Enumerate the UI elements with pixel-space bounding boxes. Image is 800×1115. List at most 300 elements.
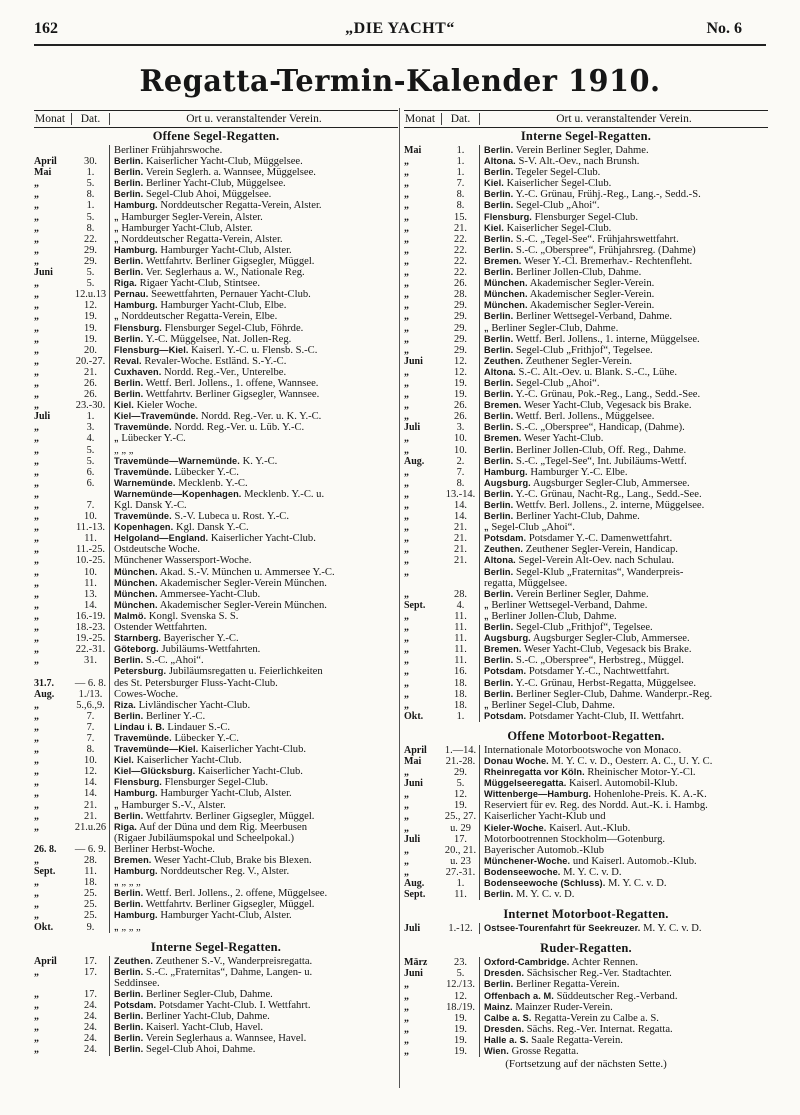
event-place: Augsburg. bbox=[484, 633, 531, 644]
event-row bbox=[404, 689, 768, 700]
event-place: Müggelseeregatta. bbox=[484, 778, 567, 789]
event-row bbox=[34, 400, 398, 411]
event-club: M. Y. C. v. D. bbox=[608, 878, 667, 889]
section-heading: Ruder-Regatten. bbox=[540, 941, 632, 956]
event-club: Flensburger Segel-Club, Föhrde. bbox=[164, 322, 304, 334]
event-date: 21.-28. bbox=[442, 756, 480, 767]
event-date: 29. bbox=[442, 334, 480, 345]
event-date: 22. bbox=[72, 234, 110, 245]
page-number: 162 bbox=[34, 20, 58, 37]
event-row bbox=[34, 700, 398, 711]
event-month: Okt. bbox=[34, 921, 54, 933]
event-month: „ bbox=[404, 855, 409, 867]
event-place: Dresden. bbox=[484, 1023, 525, 1034]
event-place: Bodenseewoche (Schluss). bbox=[484, 878, 606, 888]
event-date: 10. bbox=[72, 755, 110, 766]
event-club: „ „ „ bbox=[121, 921, 141, 933]
event-club: Norddeutscher Regatta-Verein, Alster. bbox=[160, 200, 322, 212]
event-month: Aug. bbox=[34, 688, 55, 700]
event-detail bbox=[110, 910, 398, 921]
event-detail bbox=[480, 745, 768, 756]
event-date: 14. bbox=[442, 511, 480, 522]
event-month: „ bbox=[404, 666, 409, 678]
event-month: Juni bbox=[404, 968, 423, 980]
event-date bbox=[442, 578, 480, 589]
event-month: „ bbox=[404, 1046, 409, 1058]
event-detail bbox=[480, 289, 768, 300]
event-row bbox=[404, 334, 768, 345]
event-detail bbox=[110, 967, 398, 978]
event-club: Ver. Seglerhaus a. W., Nationale Reg. bbox=[145, 267, 305, 279]
event-place: Travemünde. bbox=[114, 511, 172, 522]
event-row bbox=[34, 1011, 398, 1022]
event-date: 10. bbox=[442, 433, 480, 444]
event-date: 25., 27. bbox=[442, 811, 480, 822]
event-club: Wettfahrtv. Berliner Gigsegler, Müggel. bbox=[145, 899, 315, 911]
event-month: „ bbox=[404, 488, 409, 500]
event-detail bbox=[110, 367, 398, 378]
event-date: 22.-31. bbox=[72, 644, 110, 655]
event-club: Hamburger S.-V., Alster. bbox=[121, 799, 226, 811]
event-club: S.-C. Alt.-Oev. u. Blank. S.-C., Lühe. bbox=[518, 366, 678, 378]
event-club: M. Y. C. v. D., Oesterr. A. C., U. Y. C. bbox=[551, 755, 713, 767]
event-date: 16. bbox=[442, 666, 480, 677]
event-row bbox=[404, 834, 768, 845]
event-place: Berlin. bbox=[114, 899, 144, 910]
event-place: Berlin. bbox=[114, 333, 144, 344]
event-club: Wettf. Berl. Jollens., 1. offene, Wannsee. bbox=[145, 377, 319, 389]
event-club: Nordd. Reg.-Ver. u. Lüb. Y.-C. bbox=[174, 422, 305, 434]
event-row bbox=[34, 722, 398, 733]
event-row bbox=[404, 156, 768, 167]
event-club: Berliner Y.-C. bbox=[145, 710, 206, 722]
event-date: 12. bbox=[442, 789, 480, 800]
event-detail bbox=[110, 877, 398, 888]
event-month: „ bbox=[404, 677, 409, 689]
event-date: 11. bbox=[442, 655, 480, 666]
event-date: 23. bbox=[442, 957, 480, 968]
event-month: „ bbox=[404, 389, 409, 401]
event-detail bbox=[110, 489, 398, 500]
event-place: Bremen. bbox=[484, 644, 522, 655]
event-date: 6. bbox=[72, 467, 110, 478]
event-date: 9. bbox=[72, 922, 110, 933]
event-detail bbox=[110, 733, 398, 744]
event-date: 11. bbox=[442, 622, 480, 633]
event-detail bbox=[110, 533, 398, 544]
event-club: Seddinsee. bbox=[114, 977, 160, 989]
event-detail bbox=[480, 1002, 768, 1013]
event-date: 23.-30. bbox=[72, 400, 110, 411]
event-month: „ bbox=[404, 156, 409, 168]
event-date: 14. bbox=[442, 500, 480, 511]
event-club: Zeuthener Segler-Verein. bbox=[525, 355, 633, 367]
event-place: Kiel. bbox=[484, 222, 504, 233]
event-place: Berlin. bbox=[484, 500, 514, 510]
event-date: 25. bbox=[72, 888, 110, 899]
event-place: „ bbox=[114, 921, 119, 932]
event-row bbox=[34, 611, 398, 622]
event-club: Jubiläumsregatten u. Feierlichkeiten bbox=[168, 666, 323, 678]
event-detail bbox=[480, 478, 768, 489]
event-month: Aug. bbox=[404, 455, 425, 467]
event-place: Halle a. S. bbox=[484, 1034, 529, 1045]
event-row bbox=[404, 678, 768, 689]
event-club: Weser Yacht-Club. bbox=[523, 433, 604, 445]
event-month: „ bbox=[34, 633, 39, 645]
event-row bbox=[404, 245, 768, 256]
event-row bbox=[404, 1035, 768, 1046]
event-club: Lindauer S.-C. bbox=[167, 721, 231, 733]
event-date: 17. bbox=[72, 956, 110, 967]
event-row bbox=[34, 378, 398, 389]
event-month: „ bbox=[34, 910, 39, 922]
right-column bbox=[404, 110, 768, 1110]
event-place: München. bbox=[484, 278, 528, 289]
event-month: „ bbox=[404, 433, 409, 445]
event-month: „ bbox=[34, 622, 39, 634]
event-row bbox=[34, 678, 398, 689]
event-month: „ bbox=[404, 544, 409, 556]
event-place: Berlin. bbox=[484, 244, 514, 255]
event-detail bbox=[480, 400, 768, 411]
event-club: Ostender Wettfahrten. bbox=[114, 622, 208, 634]
event-row bbox=[34, 356, 398, 367]
event-date: 24. bbox=[72, 1033, 110, 1044]
event-date: 27.-31. bbox=[442, 867, 480, 878]
event-detail bbox=[110, 389, 398, 400]
event-place: Dresden. bbox=[484, 968, 525, 979]
event-place: „ bbox=[484, 699, 489, 710]
event-detail bbox=[110, 1022, 398, 1033]
event-row bbox=[34, 844, 398, 855]
event-row bbox=[404, 578, 768, 589]
event-club: Weser Yacht-Club, Vegesack bis Brake. bbox=[523, 644, 692, 656]
event-place: Berlin. bbox=[114, 377, 144, 388]
event-detail bbox=[110, 788, 398, 799]
event-detail bbox=[480, 500, 768, 511]
event-club: Wettf. Berl. Jollens., 2. offene, Müggelsee. bbox=[145, 888, 328, 900]
event-date: 12. bbox=[442, 367, 480, 378]
event-detail bbox=[480, 600, 768, 611]
event-date: 10. bbox=[72, 511, 110, 522]
event-date: 20.-27. bbox=[72, 356, 110, 367]
event-row bbox=[34, 989, 398, 1000]
event-month: „ bbox=[404, 588, 409, 600]
event-detail bbox=[480, 611, 768, 622]
event-row bbox=[34, 733, 398, 744]
event-detail bbox=[110, 800, 398, 811]
event-detail bbox=[110, 978, 398, 989]
event-detail bbox=[110, 422, 398, 433]
event-place: Flensburg. bbox=[114, 322, 162, 333]
event-club: Berliner Yacht-Club, Müggelsee. bbox=[145, 178, 286, 190]
event-month: Juli bbox=[404, 422, 421, 434]
event-row bbox=[404, 1002, 768, 1013]
event-month: „ bbox=[34, 888, 39, 900]
event-place: Kiel—Glücksburg. bbox=[114, 766, 196, 777]
event-club: Berliner Segler-Club, Dahme. bbox=[145, 988, 273, 1000]
event-month bbox=[34, 145, 72, 156]
event-detail bbox=[110, 888, 398, 899]
event-row bbox=[34, 1044, 398, 1055]
event-date: 20. bbox=[72, 345, 110, 356]
event-row bbox=[404, 411, 768, 422]
event-club: (Rigaer Jubiläumspokal und Scheelpokal.) bbox=[114, 832, 295, 844]
event-month: „ bbox=[34, 400, 39, 412]
event-month: „ bbox=[404, 566, 409, 578]
event-date: 1.—14. bbox=[442, 745, 480, 756]
event-club: Wettfahrtv. Berliner Gigsegler, Müggel. bbox=[145, 810, 315, 822]
event-club: S.-C. „Oberspree“, Frühjahrsreg. (Dahme) bbox=[515, 244, 696, 256]
event-date: 25. bbox=[72, 910, 110, 921]
event-detail bbox=[110, 666, 398, 677]
event-club: Akademischer Segler-Verein. bbox=[529, 278, 655, 290]
event-row bbox=[34, 500, 398, 511]
event-row bbox=[404, 655, 768, 666]
event-club: Motorbootrennen Stockholm—Gotenburg. bbox=[484, 833, 666, 845]
event-date: 7. bbox=[72, 722, 110, 733]
event-date: 18. bbox=[442, 678, 480, 689]
event-place: Hamburg. bbox=[114, 200, 158, 211]
event-detail bbox=[480, 923, 768, 934]
event-club: Potsdamer Y.-C. Damenwettfahrt. bbox=[528, 533, 673, 545]
section-heading: Interne Segel-Regatten. bbox=[150, 939, 282, 954]
event-place: „ bbox=[114, 233, 119, 244]
event-detail bbox=[110, 478, 398, 489]
event-month: „ bbox=[404, 522, 409, 534]
event-detail bbox=[480, 511, 768, 522]
event-month: „ bbox=[404, 333, 409, 345]
event-club: Berliner Jollen-Club, Dahme. bbox=[491, 610, 617, 622]
event-row bbox=[404, 489, 768, 500]
event-place: Berlin. bbox=[484, 688, 514, 699]
event-club: Berliner Frühjahrswoche. bbox=[114, 145, 223, 156]
event-month: „ bbox=[34, 333, 39, 345]
event-detail bbox=[480, 1013, 768, 1024]
event-date: 5. bbox=[72, 212, 110, 223]
event-row bbox=[34, 755, 398, 766]
event-club: Flensburger Segel-Club. bbox=[534, 211, 639, 223]
event-date: 1.-12. bbox=[442, 923, 480, 934]
event-month: „ bbox=[404, 244, 409, 256]
event-club: Kaiserlicher Segel-Club. bbox=[506, 178, 612, 190]
event-detail bbox=[480, 567, 768, 578]
event-club: Y.-C. Grünau, Nacht-Rg., Lang., Sedd.-See. bbox=[515, 488, 702, 500]
event-club: Achter Rennen. bbox=[571, 957, 638, 969]
event-club: Potsdamer Yacht-Club, II. Wettfahrt. bbox=[528, 710, 684, 722]
event-detail bbox=[480, 456, 768, 467]
event-row bbox=[404, 867, 768, 878]
event-place: Berlin. bbox=[114, 710, 144, 721]
event-row bbox=[34, 311, 398, 322]
event-row bbox=[404, 478, 768, 489]
event-date: 17. bbox=[442, 834, 480, 845]
event-month: „ bbox=[404, 555, 409, 567]
event-place: Kiel. bbox=[484, 178, 504, 189]
event-detail bbox=[480, 767, 768, 778]
event-club: Bayerischer Automob.-Klub bbox=[484, 844, 605, 856]
event-place: Malmö. bbox=[114, 610, 147, 621]
event-club: Zeuthener S.-V., Wanderpreisregatta. bbox=[155, 955, 313, 967]
event-detail bbox=[110, 899, 398, 910]
event-row bbox=[404, 212, 768, 223]
event-month: Juli bbox=[34, 411, 51, 423]
event-month: „ bbox=[404, 344, 409, 356]
event-detail bbox=[110, 811, 398, 822]
event-row bbox=[404, 589, 768, 600]
event-row bbox=[34, 888, 398, 899]
event-row bbox=[404, 145, 768, 156]
event-club: Zeuthener Segler-Verein, Handicap. bbox=[525, 544, 678, 556]
event-row bbox=[404, 968, 768, 979]
event-row bbox=[404, 300, 768, 311]
event-detail bbox=[110, 178, 398, 189]
event-club: Jubiläums-Wettfahrten. bbox=[161, 644, 261, 656]
event-row bbox=[34, 223, 398, 234]
event-club: Cowes-Woche. bbox=[114, 688, 179, 700]
event-club: Segel-Klub „Fraternitas“, Wanderpreis- bbox=[515, 566, 684, 578]
event-date: 5. bbox=[72, 278, 110, 289]
event-club: Norddeutscher Reg. V., Alster. bbox=[160, 866, 290, 878]
event-date bbox=[72, 145, 110, 156]
event-date: 8. bbox=[72, 744, 110, 755]
event-detail bbox=[110, 822, 398, 833]
event-club: Verein Berliner Segler, Dahme. bbox=[515, 145, 649, 156]
event-date: 16.-19. bbox=[72, 611, 110, 622]
event-month: „ bbox=[404, 610, 409, 622]
event-row bbox=[34, 600, 398, 611]
event-detail bbox=[110, 711, 398, 722]
event-month: „ bbox=[404, 366, 409, 378]
event-detail bbox=[480, 167, 768, 178]
event-place: Bremen. bbox=[484, 433, 522, 444]
event-detail bbox=[110, 644, 398, 655]
event-place: Ostsee-Tourenfahrt für Seekreuzer. bbox=[484, 923, 641, 934]
event-date: 18. bbox=[442, 700, 480, 711]
event-month: „ bbox=[404, 822, 409, 834]
event-month: „ bbox=[34, 389, 39, 401]
event-month: März bbox=[404, 957, 428, 969]
event-detail bbox=[110, 356, 398, 367]
event-month bbox=[34, 833, 72, 844]
event-club: Kgl. Dansk Y.-C. bbox=[175, 522, 249, 534]
event-month: „ bbox=[34, 566, 39, 578]
event-date: 1. bbox=[72, 167, 110, 178]
event-month: „ bbox=[404, 400, 409, 412]
event-date: 30. bbox=[72, 156, 110, 167]
event-row bbox=[34, 533, 398, 544]
event-club: K. Y.-C. bbox=[242, 455, 278, 467]
event-month: Mai bbox=[34, 167, 52, 179]
event-row bbox=[34, 189, 398, 200]
event-date: 14. bbox=[72, 777, 110, 788]
event-month: „ bbox=[34, 988, 39, 1000]
event-place: Berlin. bbox=[114, 156, 144, 167]
event-month: „ bbox=[404, 811, 409, 823]
event-month: „ bbox=[34, 655, 39, 667]
event-date: 29. bbox=[442, 311, 480, 322]
event-club: Segel-Club „Ahoi“. bbox=[491, 522, 575, 534]
event-date: 17. bbox=[72, 967, 110, 978]
event-row bbox=[404, 991, 768, 1002]
event-month: „ bbox=[34, 721, 39, 733]
event-row bbox=[34, 956, 398, 967]
event-place: Berlin. bbox=[484, 233, 514, 244]
event-date: 12.u.13 bbox=[72, 289, 110, 300]
event-date: 21. bbox=[442, 533, 480, 544]
event-detail bbox=[110, 323, 398, 334]
event-club: Augsburger Segler-Club, Ammersee. bbox=[532, 633, 690, 645]
event-month: „ bbox=[34, 255, 39, 267]
event-club: Weser Y.-Cl. Bremerhav.- Rechtenfleht. bbox=[523, 255, 693, 267]
event-place: Offenbach a. M. bbox=[484, 990, 554, 1001]
event-date: 3. bbox=[442, 422, 480, 433]
event-row bbox=[404, 267, 768, 278]
event-month: „ bbox=[34, 278, 39, 290]
event-month: „ bbox=[34, 178, 39, 190]
event-detail bbox=[480, 678, 768, 689]
event-detail bbox=[110, 622, 398, 633]
event-month: „ bbox=[404, 222, 409, 234]
event-place: Berlin. bbox=[484, 377, 514, 388]
event-date: 11. bbox=[72, 533, 110, 544]
event-club: M. Y. C. v. D. bbox=[643, 923, 702, 935]
event-month: Juni bbox=[34, 267, 53, 279]
header-month: Monat bbox=[404, 113, 442, 125]
event-month: „ bbox=[404, 255, 409, 267]
event-detail bbox=[110, 511, 398, 522]
event-date: 8. bbox=[72, 223, 110, 234]
header-place: Ort u. veranstaltender Verein. bbox=[556, 113, 692, 125]
event-month: „ bbox=[34, 222, 39, 234]
event-place: Berlin. bbox=[114, 1011, 144, 1022]
event-row bbox=[404, 445, 768, 456]
event-place: Potsdam. bbox=[484, 533, 527, 544]
event-place: Pernau. bbox=[114, 289, 149, 300]
event-place: Wittenberge—Hamburg. bbox=[484, 789, 592, 800]
event-month: „ bbox=[34, 366, 39, 378]
event-date bbox=[72, 489, 110, 500]
event-detail bbox=[110, 678, 398, 689]
event-detail bbox=[110, 833, 398, 844]
event-detail bbox=[480, 311, 768, 322]
event-month: April bbox=[34, 156, 57, 168]
event-date: 24. bbox=[72, 1000, 110, 1011]
event-row bbox=[34, 922, 398, 933]
event-club: Grosse Regatta. bbox=[511, 1046, 579, 1058]
event-club: S.-C. „Fraternitas“, Dahme, Langen- u. bbox=[145, 966, 313, 978]
event-row bbox=[34, 167, 398, 178]
event-club: Hamburger Y.-C. Elbe. bbox=[530, 466, 628, 478]
event-detail bbox=[480, 223, 768, 234]
event-place: Travemünde. bbox=[114, 466, 172, 477]
event-place: Wien. bbox=[484, 1046, 509, 1057]
event-month: Sept. bbox=[34, 866, 56, 878]
event-row bbox=[404, 400, 768, 411]
event-row bbox=[34, 411, 398, 422]
event-detail bbox=[110, 578, 398, 589]
event-row bbox=[34, 899, 398, 910]
event-detail bbox=[480, 800, 768, 811]
event-row bbox=[404, 1024, 768, 1035]
event-place: Berlin. bbox=[484, 267, 514, 278]
event-row bbox=[404, 389, 768, 400]
event-row bbox=[34, 589, 398, 600]
event-place: „ bbox=[484, 522, 489, 533]
event-month: „ bbox=[34, 588, 39, 600]
event-date: 5. bbox=[442, 778, 480, 789]
